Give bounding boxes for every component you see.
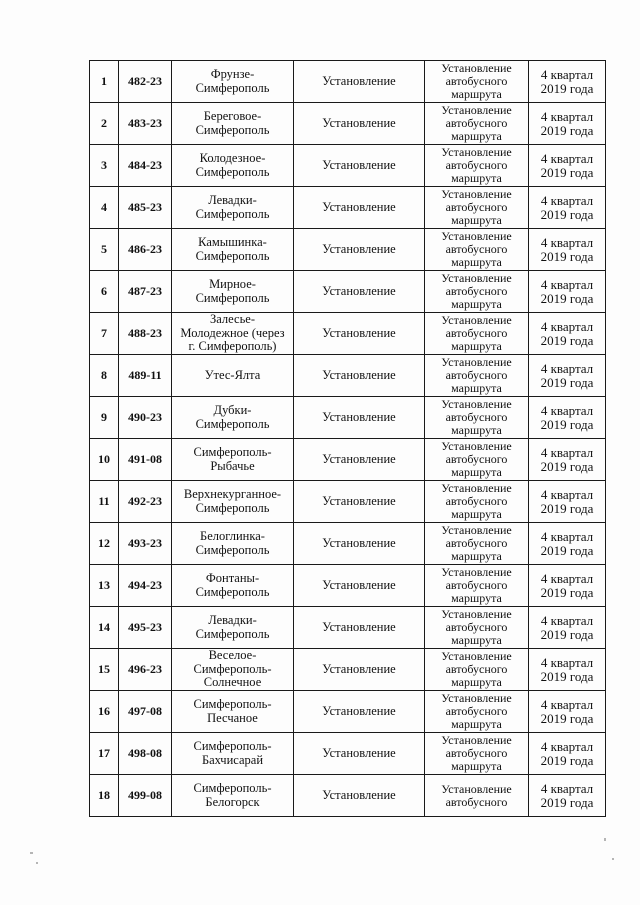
implementation-period: 4 квартал 2019 года	[529, 103, 606, 145]
route-code: 494-23	[119, 565, 172, 607]
route-name: Дубки- Симферополь	[172, 397, 294, 439]
route-name: Фрунзе- Симферополь	[172, 61, 294, 103]
route-code: 490-23	[119, 397, 172, 439]
table-row	[90, 565, 606, 607]
table-row	[90, 523, 606, 565]
route-code: 497-08	[119, 691, 172, 733]
table-row	[90, 775, 606, 817]
table-row	[90, 397, 606, 439]
route-name: Симферополь- Бахчисарай	[172, 733, 294, 775]
change-type: Установление	[294, 439, 425, 481]
row-number: 8	[90, 355, 119, 397]
route-code: 496-23	[119, 649, 172, 691]
route-name: Береговое- Симферополь	[172, 103, 294, 145]
route-code: 482-23	[119, 61, 172, 103]
implementation-period: 4 квартал 2019 года	[529, 397, 606, 439]
route-name: Камышинка- Симферополь	[172, 229, 294, 271]
route-name: Симферополь- Белогорск	[172, 775, 294, 817]
row-number: 9	[90, 397, 119, 439]
implementation-period: 4 квартал 2019 года	[529, 565, 606, 607]
routes-table-body	[90, 61, 606, 817]
row-number: 18	[90, 775, 119, 817]
implementation-period: 4 квартал 2019 года	[529, 733, 606, 775]
change-description: Установление автобусного маршрута	[425, 397, 529, 439]
change-type: Установление	[294, 649, 425, 691]
implementation-period: 4 квартал 2019 года	[529, 481, 606, 523]
scan-mark	[612, 858, 614, 860]
route-name: Левадки- Симферополь	[172, 607, 294, 649]
implementation-period: 4 квартал 2019 года	[529, 523, 606, 565]
implementation-period: 4 квартал 2019 года	[529, 775, 606, 817]
route-name: Веселое- Симферополь- Солнечное	[172, 649, 294, 691]
implementation-period: 4 квартал 2019 года	[529, 61, 606, 103]
change-description: Установление автобусного маршрута	[425, 313, 529, 355]
route-code: 491-08	[119, 439, 172, 481]
route-code: 488-23	[119, 313, 172, 355]
row-number: 16	[90, 691, 119, 733]
change-type: Установление	[294, 61, 425, 103]
change-type: Установление	[294, 691, 425, 733]
implementation-period: 4 квартал 2019 года	[529, 313, 606, 355]
change-description: Установление автобусного маршрута	[425, 607, 529, 649]
table-row	[90, 187, 606, 229]
routes-table	[89, 60, 606, 817]
row-number: 15	[90, 649, 119, 691]
scan-mark	[30, 852, 33, 854]
change-type: Установление	[294, 481, 425, 523]
table-row	[90, 61, 606, 103]
implementation-period: 4 квартал 2019 года	[529, 439, 606, 481]
scan-mark	[36, 862, 38, 864]
route-code: 486-23	[119, 229, 172, 271]
route-name: Утес-Ялта	[172, 355, 294, 397]
implementation-period: 4 квартал 2019 года	[529, 187, 606, 229]
change-type: Установление	[294, 733, 425, 775]
change-type: Установление	[294, 565, 425, 607]
change-description: Установление автобусного маршрута	[425, 355, 529, 397]
change-type: Установление	[294, 271, 425, 313]
change-description: Установление автобусного маршрута	[425, 565, 529, 607]
change-description: Установление автобусного	[425, 775, 529, 817]
route-code: 495-23	[119, 607, 172, 649]
route-code: 499-08	[119, 775, 172, 817]
change-description: Установление автобусного маршрута	[425, 481, 529, 523]
route-code: 492-23	[119, 481, 172, 523]
route-name: Левадки- Симферополь	[172, 187, 294, 229]
table-row	[90, 271, 606, 313]
change-type: Установление	[294, 229, 425, 271]
change-type: Установление	[294, 313, 425, 355]
row-number: 2	[90, 103, 119, 145]
row-number: 11	[90, 481, 119, 523]
route-code: 493-23	[119, 523, 172, 565]
table-row	[90, 439, 606, 481]
change-type: Установление	[294, 607, 425, 649]
row-number: 1	[90, 61, 119, 103]
route-code: 487-23	[119, 271, 172, 313]
implementation-period: 4 квартал 2019 года	[529, 355, 606, 397]
row-number: 3	[90, 145, 119, 187]
change-description: Установление автобусного маршрута	[425, 439, 529, 481]
change-description: Установление автобусного маршрута	[425, 103, 529, 145]
implementation-period: 4 квартал 2019 года	[529, 229, 606, 271]
route-code: 483-23	[119, 103, 172, 145]
change-type: Установление	[294, 523, 425, 565]
table-row	[90, 355, 606, 397]
row-number: 6	[90, 271, 119, 313]
change-type: Установление	[294, 145, 425, 187]
table-row	[90, 607, 606, 649]
row-number: 17	[90, 733, 119, 775]
route-name: Фонтаны- Симферополь	[172, 565, 294, 607]
change-type: Установление	[294, 775, 425, 817]
table-row	[90, 229, 606, 271]
row-number: 10	[90, 439, 119, 481]
change-type: Установление	[294, 187, 425, 229]
row-number: 4	[90, 187, 119, 229]
implementation-period: 4 квартал 2019 года	[529, 607, 606, 649]
implementation-period: 4 квартал 2019 года	[529, 691, 606, 733]
change-description: Установление автобусного маршрута	[425, 61, 529, 103]
scan-mark	[604, 838, 606, 841]
table-row	[90, 103, 606, 145]
route-name: Колодезное- Симферополь	[172, 145, 294, 187]
route-code: 498-08	[119, 733, 172, 775]
implementation-period: 4 квартал 2019 года	[529, 145, 606, 187]
table-row	[90, 733, 606, 775]
route-name: Мирное- Симферополь	[172, 271, 294, 313]
table-row	[90, 649, 606, 691]
row-number: 7	[90, 313, 119, 355]
change-type: Установление	[294, 355, 425, 397]
table-row	[90, 481, 606, 523]
route-code: 485-23	[119, 187, 172, 229]
route-name: Белоглинка- Симферополь	[172, 523, 294, 565]
table-row	[90, 145, 606, 187]
implementation-period: 4 квартал 2019 года	[529, 271, 606, 313]
change-description: Установление автобусного маршрута	[425, 187, 529, 229]
table-row	[90, 313, 606, 355]
change-description: Установление автобусного маршрута	[425, 691, 529, 733]
row-number: 14	[90, 607, 119, 649]
route-code: 489-11	[119, 355, 172, 397]
table-row	[90, 691, 606, 733]
change-type: Установление	[294, 103, 425, 145]
row-number: 12	[90, 523, 119, 565]
implementation-period: 4 квартал 2019 года	[529, 649, 606, 691]
route-name: Верхнекурганное- Симферополь	[172, 481, 294, 523]
route-name: Залесье- Молодежное (через г. Симферополь)	[172, 313, 294, 355]
change-description: Установление автобусного маршрута	[425, 271, 529, 313]
change-description: Установление автобусного маршрута	[425, 523, 529, 565]
route-code: 484-23	[119, 145, 172, 187]
row-number: 13	[90, 565, 119, 607]
route-name: Симферополь- Рыбачье	[172, 439, 294, 481]
change-description: Установление автобусного маршрута	[425, 229, 529, 271]
change-type: Установление	[294, 397, 425, 439]
change-description: Установление автобусного маршрута	[425, 145, 529, 187]
change-description: Установление автобусного маршрута	[425, 733, 529, 775]
change-description: Установление автобусного маршрута	[425, 649, 529, 691]
row-number: 5	[90, 229, 119, 271]
route-name: Симферополь- Песчаное	[172, 691, 294, 733]
